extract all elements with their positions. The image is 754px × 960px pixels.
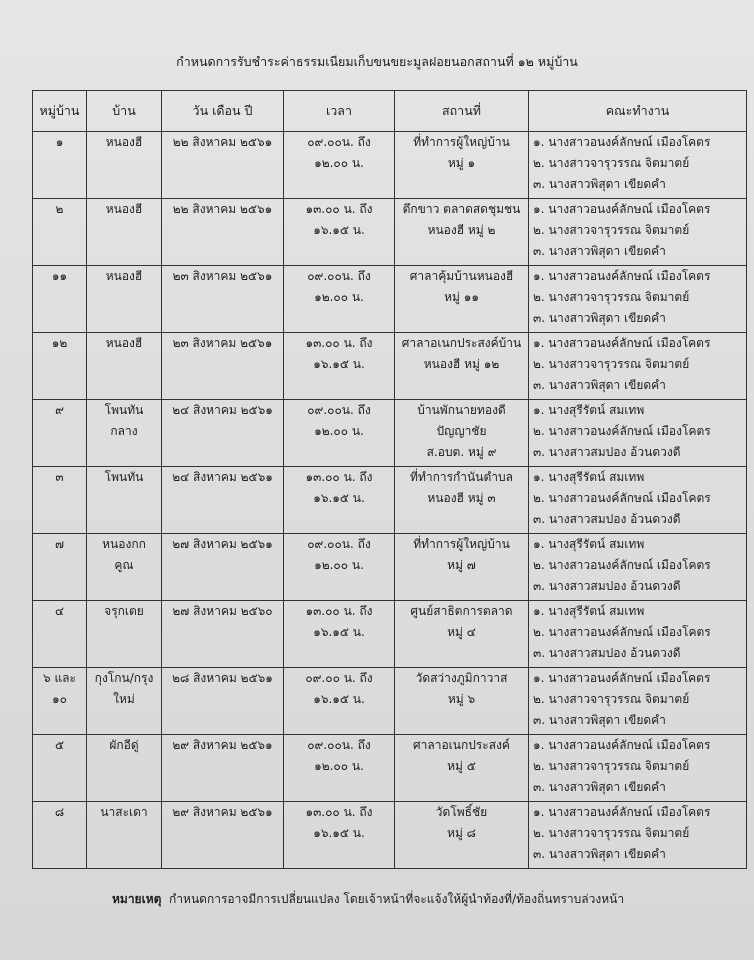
cell-place-line: หนองฮี หมู่ ๓ [427,491,496,505]
cell-time-line: ๐๙.๐๐น. ถึง [307,135,371,149]
cell-village-line: กลาง [110,424,138,438]
cell-village-line: หนองฮี [105,269,143,283]
cell-time [284,534,395,601]
cell-date [162,266,284,333]
cell-village-line: หนองฮี [105,336,143,350]
cell-village [87,668,162,735]
cell-staff [529,266,747,333]
cell-staff-line: ๒. นางสาวจารุวรรณ จิตมาตย์ [533,759,690,773]
header-place: สถานที่ [395,91,529,132]
cell-staff [529,668,747,735]
cell-time-line: ๑๓.๐๐ น. ถึง [305,336,373,350]
cell-date-text: ๒๗ สิงหาคม ๒๕๖๐ [172,604,273,618]
cell-village-no-line: ๗ [54,537,65,551]
cell-place-line: ศาลาอเนกประสงค์ [413,738,510,752]
cell-village-no [33,467,87,534]
cell-village [87,534,162,601]
table-body [33,132,747,869]
cell-village-no [33,400,87,467]
table-row [33,333,747,400]
cell-place-line: หมู่ ๑ [447,156,476,170]
cell-time [284,601,395,668]
cell-date [162,132,284,199]
cell-staff-line: ๓. นางสาวพิสุดา เขียดคำ [533,847,666,861]
cell-time [284,802,395,869]
cell-place [395,668,529,735]
cell-village [87,802,162,869]
cell-village [87,333,162,400]
cell-time [284,735,395,802]
cell-time [284,132,395,199]
footnote [112,890,624,909]
cell-village-no-line: ๑ [55,135,64,149]
cell-place-line: หมู่ ๘ [447,826,476,840]
cell-time-line: ๑๓.๐๐ น. ถึง [305,202,373,216]
header-time: เวลา [284,91,395,132]
cell-staff-line: ๑. นางสาวอนงค์ลักษณ์ เมืองโคตร [533,336,711,350]
cell-date [162,802,284,869]
header-staff: คณะทำงาน [529,91,747,132]
cell-date [162,333,284,400]
table-row [33,601,747,668]
cell-place [395,601,529,668]
cell-staff-line: ๒. นางสาวอนงค์ลักษณ์ เมืองโคตร [533,625,711,639]
cell-time-line: ๑๒.๐๐ น. [314,290,364,304]
cell-place [395,132,529,199]
cell-staff-line: ๑. นางสาวอนงค์ลักษณ์ เมืองโคตร [533,671,711,685]
cell-date-text: ๒๙ สิงหาคม ๒๕๖๑ [172,805,273,819]
cell-staff [529,467,747,534]
cell-village-no [33,534,87,601]
cell-village-line: กุงโกน/กรุง [94,671,154,685]
cell-date [162,400,284,467]
header-village-no: หมู่บ้าน [33,91,87,132]
table-row [33,534,747,601]
cell-place-line: บ้านพักนายทองดี [417,403,506,417]
cell-village-no [33,333,87,400]
cell-staff-line: ๓. นางสาวสมปอง อ้วนดวงดี [533,512,681,526]
cell-staff-line: ๓. นางสาวพิสุดา เขียดคำ [533,244,666,258]
cell-village-line: นาสะเดา [100,805,148,819]
cell-time-line: ๐๙.๐๐น. ถึง [307,269,371,283]
cell-place [395,735,529,802]
cell-place-line: ศาลาอเนกประสงค์บ้าน [401,336,522,350]
cell-place-line: วัดโพธิ์ชัย [435,805,488,819]
cell-village-no [33,132,87,199]
cell-staff-line: ๒. นางสาวอนงค์ลักษณ์ เมืองโคตร [533,558,711,572]
cell-place-line: ศาลาคุ้มบ้านหนองฮี [409,269,514,283]
cell-staff-line: ๓. นางสาวพิสุดา เขียดคำ [533,177,666,191]
cell-time-line: ๑๖.๑๕ น. [313,692,365,706]
cell-village-line: หนองฮี [105,135,143,149]
cell-place-line: ที่ทำการผู้ใหญ่บ้าน [413,135,510,149]
document-title: กำหนดการรับชำระค่าธรรมเนียมเก็บขนขยะมูลฝอยนอกสถานที่ ๑๒ หมู่บ้าน [176,54,578,69]
cell-village-line: หนองกก [102,537,146,551]
cell-time-line: ๑๖.๑๕ น. [313,223,365,237]
table-row [33,467,747,534]
cell-village-no [33,199,87,266]
cell-staff-line: ๑. นางสาวอนงค์ลักษณ์ เมืองโคตร [533,805,711,819]
cell-village-no-line: ๘ [54,805,65,819]
cell-date [162,735,284,802]
cell-village-line: โพนทัน [104,470,144,484]
table-header-row [33,91,747,132]
cell-staff-line: ๑. นางสาวอนงค์ลักษณ์ เมืองโคตร [533,738,711,752]
cell-village [87,601,162,668]
cell-time-line: ๑๖.๑๕ น. [313,625,365,639]
cell-date-text: ๒๓ สิงหาคม ๒๕๖๑ [172,336,273,350]
cell-date [162,668,284,735]
cell-place-line: ที่ทำการกำนันตำบล [410,470,513,484]
cell-time-line: ๑๒.๐๐ น. [314,558,364,572]
cell-village-no-line: ๒ [55,202,64,216]
cell-village-no [33,802,87,869]
cell-village-no [33,601,87,668]
cell-time-line: ๐๙.๐๐ น. ถึง [305,671,373,685]
cell-place-line: หมู่ ๑๑ [444,290,479,304]
table-row [33,199,747,266]
cell-place [395,199,529,266]
cell-village-line: จรุกเตย [104,604,144,618]
cell-time-line: ๑๓.๐๐ น. ถึง [305,604,373,618]
cell-staff-line: ๒. นางสาวอนงค์ลักษณ์ เมืองโคตร [533,491,711,505]
table-row [33,668,747,735]
cell-time-line: ๐๙.๐๐น. ถึง [307,403,371,417]
cell-place-line: หมู่ ๖ [447,692,476,706]
cell-village-no-line: ๑๑ [51,269,68,283]
cell-place [395,333,529,400]
footnote-label: หมายเหตุ [112,892,162,906]
table-row [33,400,747,467]
cell-village-no-line: ๑๐ [52,692,67,706]
cell-date-text: ๒๗ สิงหาคม ๒๕๖๑ [172,537,273,551]
cell-village [87,400,162,467]
schedule-table [32,90,747,869]
cell-place-line: ส.อบต. หมู่ ๙ [426,445,497,459]
cell-village-no-line: ๔ [54,604,65,618]
cell-place [395,802,529,869]
cell-village-no [33,735,87,802]
cell-staff-line: ๓. นางสาวพิสุดา เขียดคำ [533,311,666,325]
cell-staff-line: ๓. นางสาวสมปอง อ้วนดวงดี [533,445,681,459]
table-row [33,802,747,869]
cell-village-no-line: ๑๒ [51,336,68,350]
cell-date [162,534,284,601]
cell-village-line: คูณ [114,558,134,572]
cell-staff [529,601,747,668]
cell-time-line: ๑๒.๐๐ น. [314,424,364,438]
cell-village [87,467,162,534]
cell-staff-line: ๓. นางสาวพิสุดา เขียดคำ [533,378,666,392]
cell-staff [529,534,747,601]
cell-staff [529,802,747,869]
cell-time-line: ๑๖.๑๕ น. [313,826,365,840]
cell-village [87,132,162,199]
cell-time-line: ๑๓.๐๐ น. ถึง [305,470,373,484]
cell-village-line: โพนทัน [104,403,144,417]
cell-village-line: ผักอีดู่ [109,738,139,752]
cell-time [284,668,395,735]
cell-date-text: ๒๓ สิงหาคม ๒๕๖๑ [172,269,273,283]
cell-village-no-line: ๕ [54,738,65,752]
header-village: บ้าน [87,91,162,132]
cell-place-line: ศูนย์สาธิตการตลาด [410,604,513,618]
cell-staff-line: ๑. นางสุรีรัตน์ สมเทพ [533,403,645,417]
cell-time [284,467,395,534]
cell-staff-line: ๓. นางสาวสมปอง อ้วนดวงดี [533,579,681,593]
cell-time-line: ๐๙.๐๐น. ถึง [307,738,371,752]
cell-time-line: ๑๒.๐๐ น. [314,156,364,170]
cell-village-no [33,266,87,333]
cell-village [87,199,162,266]
cell-time-line: ๑๖.๑๕ น. [313,357,365,371]
cell-time [284,266,395,333]
cell-staff-line: ๓. นางสาวพิสุดา เขียดคำ [533,780,666,794]
cell-place-line: ปัญญาชัย [436,424,487,438]
cell-place-line: หมู่ ๕ [447,759,476,773]
cell-time-line: ๐๙.๐๐น. ถึง [307,537,371,551]
cell-staff [529,400,747,467]
cell-staff-line: ๑. นางสาวอนงค์ลักษณ์ เมืองโคตร [533,202,711,216]
cell-staff-line: ๓. นางสาวสมปอง อ้วนดวงดี [533,646,681,660]
cell-staff-line: ๑. นางสุรีรัตน์ สมเทพ [533,604,645,618]
cell-date [162,467,284,534]
table-row [33,735,747,802]
cell-staff-line: ๒. นางสาวจารุวรรณ จิตมาตย์ [533,692,690,706]
cell-village-no-line: ๓ [55,470,64,484]
cell-staff-line: ๑. นางสุรีรัตน์ สมเทพ [533,537,645,551]
cell-staff [529,199,747,266]
cell-place-line: ตึกขาว ตลาดสดชุมชน [402,202,521,216]
cell-staff-line: ๒. นางสาวจารุวรรณ จิตมาตย์ [533,156,690,170]
cell-village [87,266,162,333]
cell-date-text: ๒๙ สิงหาคม ๒๕๖๑ [172,738,273,752]
cell-staff-line: ๑. นางสุรีรัตน์ สมเทพ [533,470,645,484]
cell-village-line: หนองฮี [105,202,143,216]
cell-date [162,601,284,668]
cell-place-line: หมู่ ๔ [447,625,476,639]
cell-date-text: ๒๔ สิงหาคม ๒๕๖๑ [172,470,273,484]
cell-time [284,400,395,467]
cell-time-line: ๑๒.๐๐ น. [314,759,364,773]
cell-staff-line: ๑. นางสาวอนงค์ลักษณ์ เมืองโคตร [533,269,711,283]
cell-time-line: ๑๖.๑๕ น. [313,491,365,505]
cell-time [284,333,395,400]
cell-place [395,467,529,534]
cell-staff [529,333,747,400]
cell-staff-line: ๒. นางสาวอนงค์ลักษณ์ เมืองโคตร [533,424,711,438]
cell-date-text: ๒๘ สิงหาคม ๒๕๖๑ [172,671,273,685]
cell-place-line: ที่ทำการผู้ใหญ่บ้าน [413,537,510,551]
cell-staff-line: ๓. นางสาวพิสุดา เขียดคำ [533,713,666,727]
cell-village-line: ใหม่ [113,692,135,706]
cell-staff-line: ๒. นางสาวจารุวรรณ จิตมาตย์ [533,357,690,371]
cell-staff [529,735,747,802]
cell-village-no [33,668,87,735]
cell-village-no-line: ๖ และ [43,671,76,685]
cell-place-line: หมู่ ๗ [447,558,476,572]
cell-date [162,199,284,266]
cell-date-text: ๒๒ สิงหาคม ๒๕๖๑ [172,202,273,216]
footnote-text: กำหนดการอาจมีการเปลี่ยนแปลง โดยเจ้าหน้าที่จะแจ้งให้ผู้นำท้องที่/ท้องถิ่นทราบล่วงหน้า [169,892,625,906]
cell-place-line: วัดสว่างภูมิกาวาส [415,671,508,685]
cell-staff-line: ๒. นางสาวจารุวรรณ จิตมาตย์ [533,223,690,237]
table-row [33,266,747,333]
cell-place [395,266,529,333]
header-date: วัน เดือน ปี [162,91,284,132]
cell-staff [529,132,747,199]
cell-staff-line: ๒. นางสาวจารุวรรณ จิตมาตย์ [533,290,690,304]
cell-village-no-line: ๙ [55,403,64,417]
table-row [33,132,747,199]
cell-place [395,400,529,467]
cell-date-text: ๒๒ สิงหาคม ๒๕๖๑ [172,135,273,149]
cell-place-line: หนองฮี หมู่ ๒ [427,223,496,237]
cell-date-text: ๒๔ สิงหาคม ๒๕๖๑ [172,403,273,417]
cell-village [87,735,162,802]
cell-staff-line: ๒. นางสาวจารุวรรณ จิตมาตย์ [533,826,690,840]
cell-place [395,534,529,601]
cell-staff-line: ๑. นางสาวอนงค์ลักษณ์ เมืองโคตร [533,135,711,149]
cell-time [284,199,395,266]
cell-place-line: หนองฮี หมู่ ๑๒ [423,357,500,371]
cell-time-line: ๑๓.๐๐ น. ถึง [305,805,373,819]
